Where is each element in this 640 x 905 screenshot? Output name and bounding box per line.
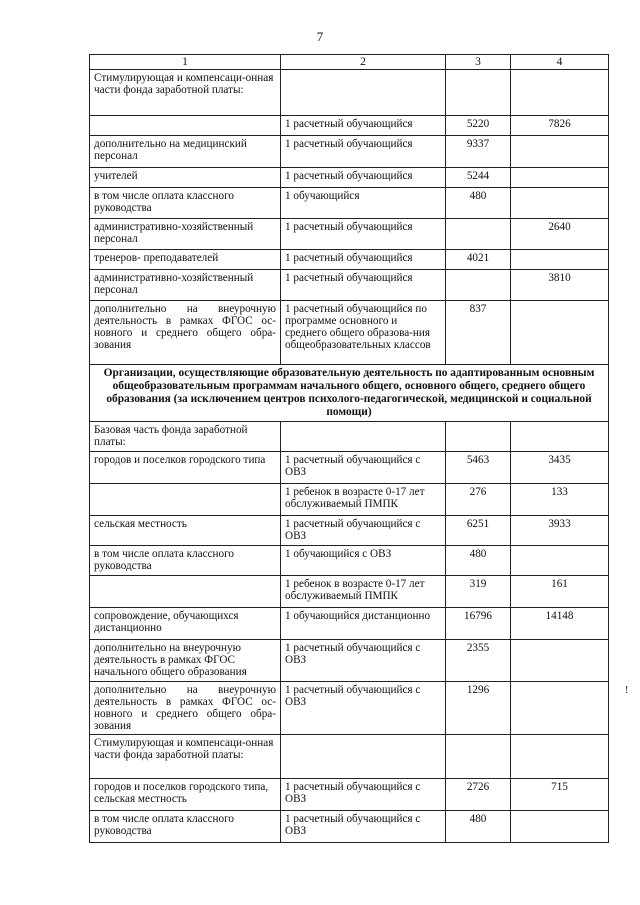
section-heading: Организации, осуществляющие образовательную деятельность по адаптированным основным общеобразовательным программам начального общего, основного общего, среднего общего образования (за исключением центров психолого-педагогической, медицинской и социальной помощи) <box>90 365 609 422</box>
row-label: сельская местность <box>90 516 281 546</box>
row-label: дополнительно на внеурочную деятельность в рамках ФГОС начального общего образования <box>90 640 281 682</box>
row-label: дополнительно на внеурочную деятельность в рамках ФГОС ос-новного и среднего общего обра-зования <box>90 301 281 365</box>
row-value-3: 16796 <box>446 608 511 640</box>
row-value-4 <box>511 422 609 452</box>
row-label: в том числе оплата классного руководства <box>90 811 281 843</box>
header-cell: 1 <box>90 55 281 70</box>
row-label: учителей <box>90 168 281 188</box>
table-row <box>90 452 609 484</box>
row-unit: 1 расчетный обучающийся с ОВЗ <box>281 811 446 843</box>
row-value-4 <box>511 250 609 270</box>
row-unit: 1 расчетный обучающийся <box>281 270 446 301</box>
row-value-3: 480 <box>446 811 511 843</box>
row-label <box>90 484 281 516</box>
section-header-row <box>90 365 609 422</box>
row-unit: 1 расчетный обучающийся с ОВЗ <box>281 640 446 682</box>
row-label: городов и поселков городского типа, сельская местность <box>90 779 281 811</box>
table-row <box>90 270 609 301</box>
row-unit: 1 расчетный обучающийся <box>281 168 446 188</box>
row-value-4 <box>511 546 609 576</box>
row-value-4 <box>511 136 609 168</box>
row-value-4 <box>511 811 609 843</box>
row-value-3: 5244 <box>446 168 511 188</box>
row-value-4: 133 <box>511 484 609 516</box>
row-value-3 <box>446 735 511 779</box>
row-value-4: 3435 <box>511 452 609 484</box>
row-value-3: 276 <box>446 484 511 516</box>
row-unit: 1 расчетный обучающийся с ОВЗ <box>281 682 446 735</box>
row-value-4 <box>511 301 609 365</box>
row-value-3: 2355 <box>446 640 511 682</box>
row-value-4: 161 <box>511 576 609 608</box>
row-value-3: 9337 <box>446 136 511 168</box>
row-unit: 1 расчетный обучающийся <box>281 136 446 168</box>
row-value-3 <box>446 422 511 452</box>
row-label: административно-хозяйственный персонал <box>90 270 281 301</box>
row-unit: 1 расчетный обучающийся с ОВЗ <box>281 516 446 546</box>
row-value-4 <box>511 735 609 779</box>
row-value-3 <box>446 219 511 250</box>
row-unit: 1 обучающийся с ОВЗ <box>281 546 446 576</box>
row-unit <box>281 422 446 452</box>
norms-table <box>89 54 609 843</box>
row-label: дополнительно на медицинский персонал <box>90 136 281 168</box>
header-cell: 2 <box>281 55 446 70</box>
row-value-3: 837 <box>446 301 511 365</box>
row-value-3: 5220 <box>446 116 511 136</box>
table-row <box>90 188 609 219</box>
row-label: в том числе оплата классного руководства <box>90 188 281 219</box>
table-row <box>90 576 609 608</box>
table-row <box>90 250 609 270</box>
table-row <box>90 484 609 516</box>
table-row <box>90 70 609 116</box>
row-label: Стимулирующая и компенсаци-онная части фонда заработной платы: <box>90 735 281 779</box>
table-row <box>90 219 609 250</box>
row-unit <box>281 735 446 779</box>
row-unit <box>281 70 446 116</box>
row-value-4 <box>511 640 609 682</box>
row-value-4: 7826 <box>511 116 609 136</box>
table-row <box>90 301 609 365</box>
row-value-3: 480 <box>446 546 511 576</box>
row-value-4: 715 <box>511 779 609 811</box>
row-value-4 <box>511 70 609 116</box>
row-value-3 <box>446 270 511 301</box>
row-value-3: 1296 <box>446 682 511 735</box>
row-label: дополнительно на внеурочную деятельность в рамках ФГОС ос-новного и среднего общего обра-зования <box>90 682 281 735</box>
table-row <box>90 811 609 843</box>
row-label <box>90 116 281 136</box>
table-row <box>90 779 609 811</box>
row-unit: 1 ребенок в возрасте 0-17 лет обслуживаемый ПМПК <box>281 576 446 608</box>
table-row <box>90 516 609 546</box>
row-value-3: 6251 <box>446 516 511 546</box>
row-value-3: 5463 <box>446 452 511 484</box>
table-row <box>90 640 609 682</box>
table-row <box>90 116 609 136</box>
row-value-4: 3810 <box>511 270 609 301</box>
row-label: тренеров- преподавателей <box>90 250 281 270</box>
margin-mark: ! <box>625 685 629 696</box>
table-row <box>90 546 609 576</box>
table-header-row <box>90 55 609 70</box>
row-value-3: 4021 <box>446 250 511 270</box>
row-unit: 1 ребенок в возрасте 0-17 лет обслуживаемый ПМПК <box>281 484 446 516</box>
row-value-3 <box>446 70 511 116</box>
row-label <box>90 576 281 608</box>
row-value-4 <box>511 188 609 219</box>
row-unit: 1 расчетный обучающийся <box>281 250 446 270</box>
row-label: в том числе оплата классного руководства <box>90 546 281 576</box>
page-number: 7 <box>316 29 324 44</box>
row-value-3: 2726 <box>446 779 511 811</box>
row-unit: 1 расчетный обучающийся по программе основного и среднего общего образова-ния общеобразовательных классов <box>281 301 446 365</box>
row-unit: 1 расчетный обучающийся <box>281 219 446 250</box>
row-value-4: 3933 <box>511 516 609 546</box>
row-label: административно-хозяйственный персонал <box>90 219 281 250</box>
row-unit: 1 расчетный обучающийся с ОВЗ <box>281 452 446 484</box>
table-row <box>90 735 609 779</box>
row-value-4: 2640 <box>511 219 609 250</box>
header-cell: 4 <box>511 55 609 70</box>
row-unit: 1 обучающийся <box>281 188 446 219</box>
header-cell: 3 <box>446 55 511 70</box>
row-unit: 1 обучающийся дистанционно <box>281 608 446 640</box>
row-value-4 <box>511 682 609 735</box>
row-unit: 1 расчетный обучающийся с ОВЗ <box>281 779 446 811</box>
row-value-4 <box>511 168 609 188</box>
table-row <box>90 136 609 168</box>
row-label: сопровождение, обучающихся дистанционно <box>90 608 281 640</box>
row-label: городов и поселков городского типа <box>90 452 281 484</box>
row-unit: 1 расчетный обучающийся <box>281 116 446 136</box>
row-value-4: 14148 <box>511 608 609 640</box>
table-row <box>90 682 609 735</box>
table-row <box>90 168 609 188</box>
row-value-3: 480 <box>446 188 511 219</box>
table-row <box>90 422 609 452</box>
row-label: Стимулирующая и компенсаци-онная части фонда заработной платы: <box>90 70 281 116</box>
row-label: Базовая часть фонда заработной платы: <box>90 422 281 452</box>
row-value-3: 319 <box>446 576 511 608</box>
table-row <box>90 608 609 640</box>
